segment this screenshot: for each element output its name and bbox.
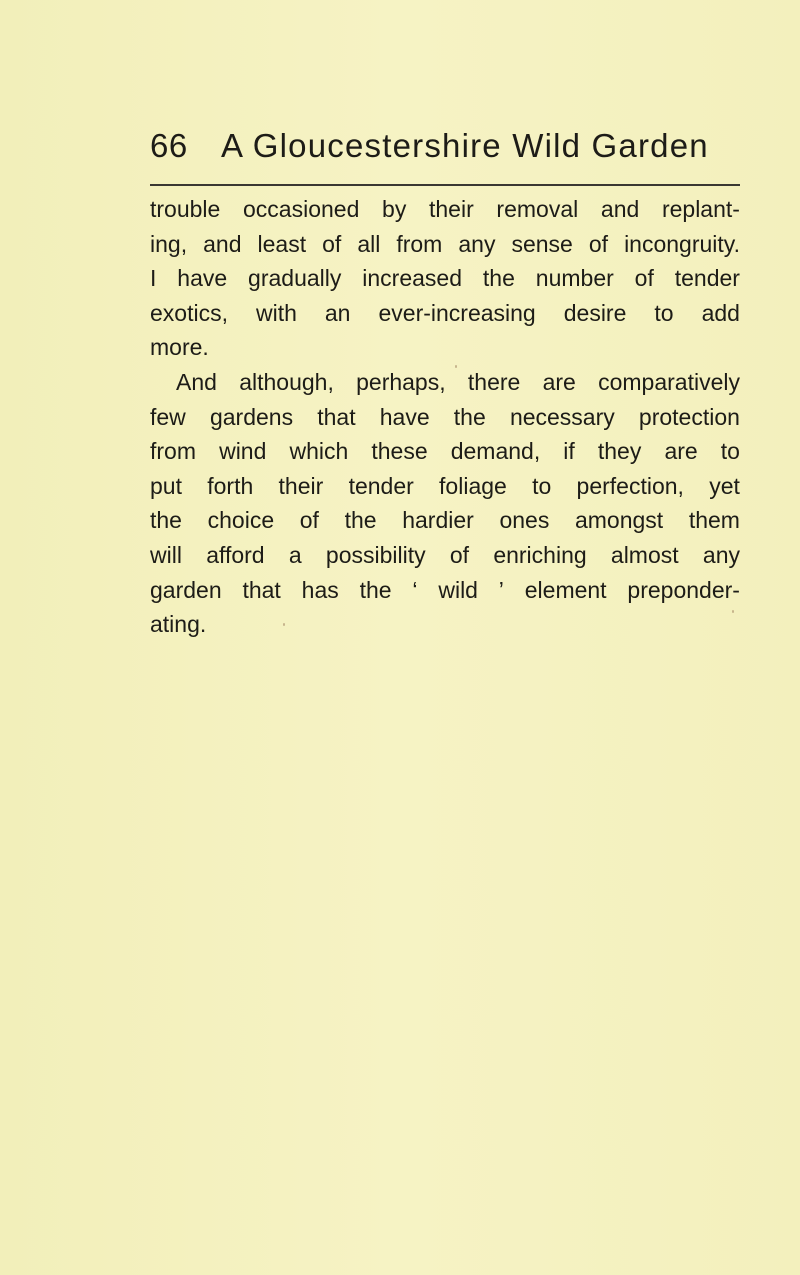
text-line: from wind which these demand, if they are to [150, 438, 740, 465]
paragraph [150, 365, 740, 642]
header-rule [150, 184, 740, 186]
text-line: put forth their tender foliage to perfection, yet [150, 472, 740, 499]
text-line: more. [150, 334, 209, 361]
text-line: garden that has the ‘ wild ’ element preponder- [150, 576, 740, 603]
text-line: few gardens that have the necessary protection [150, 403, 740, 430]
text-line: I have gradually increased the number of tender [150, 265, 740, 292]
text-line: And although, perhaps, there are comparatively [176, 368, 740, 395]
text-line: will afford a possibility of enriching almost any [150, 541, 740, 568]
paper-speck [455, 365, 457, 368]
paper-speck [283, 623, 285, 626]
text-line: the choice of the hardier ones amongst them [150, 507, 740, 534]
text-line: ating. [150, 611, 207, 638]
body-text [150, 192, 740, 642]
page-number: 66 [150, 127, 188, 164]
text-line: trouble occasioned by their removal and replant- [150, 196, 740, 222]
text-line: exotics, with an ever-increasing desire to add [150, 299, 740, 326]
paragraph [150, 192, 740, 365]
paper-speck [732, 610, 734, 613]
book-title: A Gloucestershire Wild Garden [221, 127, 709, 164]
text-line: ing, and least of all from any sense of incongruity. [150, 230, 740, 257]
running-head [150, 126, 740, 186]
